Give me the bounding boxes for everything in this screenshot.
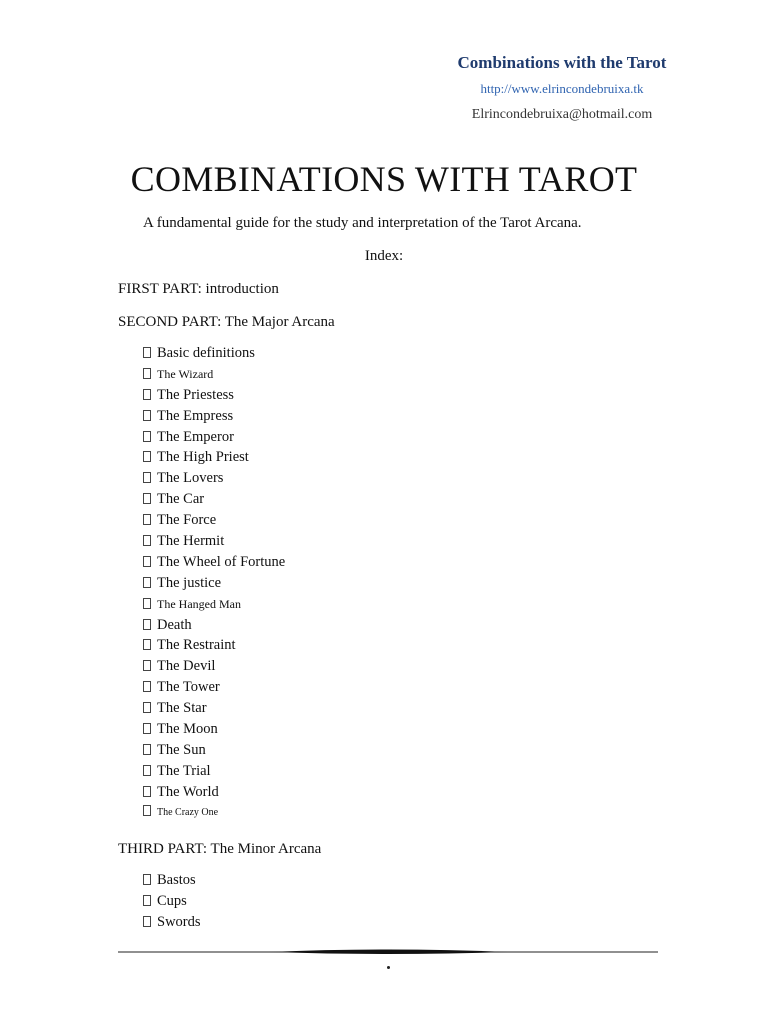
checkbox-bullet-icon bbox=[143, 805, 151, 816]
site-email[interactable]: Elrincondebruixa@hotmail.com bbox=[471, 107, 653, 122]
checkbox-bullet-icon bbox=[143, 389, 151, 400]
list-item: The Empress bbox=[143, 406, 285, 427]
checkbox-bullet-icon bbox=[143, 556, 151, 567]
checkbox-bullet-icon bbox=[143, 451, 151, 462]
checkbox-bullet-icon bbox=[143, 895, 151, 906]
list-item: The Hermit bbox=[143, 531, 285, 552]
checkbox-bullet-icon bbox=[143, 431, 151, 442]
document-header bbox=[440, 52, 684, 124]
document-subtitle: A fundamental guide for the study and interpretation of the Tarot Arcana. bbox=[143, 215, 582, 231]
major-arcana-list bbox=[143, 343, 285, 823]
list-item: The Force bbox=[143, 510, 285, 531]
site-url-link[interactable]: http://www.elrincondebruixa.tk bbox=[480, 81, 644, 96]
checkbox-bullet-icon bbox=[143, 410, 151, 421]
checkbox-bullet-icon bbox=[143, 874, 151, 885]
minor-arcana-list bbox=[143, 870, 201, 933]
list-item: The Restraint bbox=[143, 635, 285, 656]
checkbox-bullet-icon bbox=[143, 702, 151, 713]
list-item: The High Priest bbox=[143, 447, 285, 468]
checkbox-bullet-icon bbox=[143, 493, 151, 504]
list-item: The Wizard bbox=[143, 364, 285, 385]
list-item: The Star bbox=[143, 698, 285, 719]
checkbox-bullet-icon bbox=[143, 916, 151, 927]
list-item: The Moon bbox=[143, 719, 285, 740]
list-item: The Wheel of Fortune bbox=[143, 552, 285, 573]
checkbox-bullet-icon bbox=[143, 744, 151, 755]
list-item: Basic definitions bbox=[143, 343, 285, 364]
list-item: The Priestess bbox=[143, 385, 285, 406]
part-first-heading: FIRST PART: introduction bbox=[118, 281, 279, 297]
checkbox-bullet-icon bbox=[143, 472, 151, 483]
checkbox-bullet-icon bbox=[143, 577, 151, 588]
checkbox-bullet-icon bbox=[143, 660, 151, 671]
checkbox-bullet-icon bbox=[143, 639, 151, 650]
checkbox-bullet-icon bbox=[143, 786, 151, 797]
checkbox-bullet-icon bbox=[143, 681, 151, 692]
list-item: Swords bbox=[143, 912, 201, 933]
index-label: Index: bbox=[364, 248, 404, 264]
list-item: The Lovers bbox=[143, 468, 285, 489]
checkbox-bullet-icon bbox=[143, 514, 151, 525]
part-third-heading: THIRD PART: The Minor Arcana bbox=[118, 841, 322, 857]
checkbox-bullet-icon bbox=[143, 535, 151, 546]
list-item: The Trial bbox=[143, 761, 285, 782]
part-second-heading: SECOND PART: The Major Arcana bbox=[118, 314, 335, 330]
list-item: The Tower bbox=[143, 677, 285, 698]
checkbox-bullet-icon bbox=[143, 765, 151, 776]
checkbox-bullet-icon bbox=[143, 598, 151, 609]
site-title: Combinations with the Tarot bbox=[457, 53, 667, 72]
list-item: The Emperor bbox=[143, 427, 285, 448]
footer-divider bbox=[118, 944, 658, 960]
list-item: Death bbox=[143, 615, 285, 636]
list-item: The Hanged Man bbox=[143, 594, 285, 615]
list-item: The Crazy One bbox=[143, 803, 285, 824]
list-item: The Sun bbox=[143, 740, 285, 761]
list-item: The justice bbox=[143, 573, 285, 594]
list-item: Cups bbox=[143, 891, 201, 912]
page-marker bbox=[387, 966, 390, 969]
list-item: The Car bbox=[143, 489, 285, 510]
list-item: The World bbox=[143, 782, 285, 803]
checkbox-bullet-icon bbox=[143, 619, 151, 630]
list-item: The Devil bbox=[143, 656, 285, 677]
list-item: Bastos bbox=[143, 870, 201, 891]
checkbox-bullet-icon bbox=[143, 368, 151, 379]
checkbox-bullet-icon bbox=[143, 347, 151, 358]
checkbox-bullet-icon bbox=[143, 723, 151, 734]
document-title: COMBINATIONS WITH TAROT bbox=[130, 159, 638, 199]
